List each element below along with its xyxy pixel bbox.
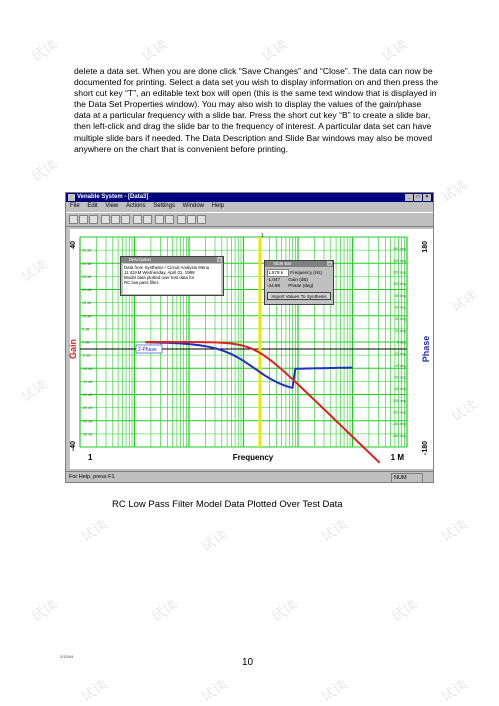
watermark-text: 试读 — [379, 36, 411, 66]
delete-icon[interactable] — [121, 215, 130, 224]
watermark-text: 试读 — [199, 526, 231, 556]
gain-tick-label: 35 dB — [82, 248, 92, 253]
text-icon[interactable] — [187, 215, 196, 224]
phase-max-label: 180 — [422, 241, 429, 253]
watermark-text: 试读 — [319, 516, 351, 546]
slidebar-window[interactable] — [264, 260, 334, 305]
phase-tick-label: -20 deg — [393, 352, 406, 357]
description-line: 11:42AM Wednesday, April 01, 1998 — [124, 270, 195, 275]
import-values-button[interactable]: Import Values To Synthesis — [267, 292, 331, 300]
phase-tick-label: 120 deg — [393, 270, 406, 275]
phase-tick-label: -100 deg — [391, 398, 406, 403]
watermark-text: 试读 — [149, 596, 181, 626]
watermark-text: 试读 — [29, 596, 61, 626]
phase-tick-label: -140 deg — [391, 422, 406, 427]
phase-tick-label: -60 deg — [393, 375, 406, 380]
close-icon[interactable]: × — [423, 194, 431, 201]
watermark-text: 试读 — [19, 256, 51, 286]
freq-axis-label: Frequency — [232, 453, 274, 462]
slidebar-freq-value[interactable]: 1.578 k — [267, 269, 289, 277]
phase-tick-label: -80 deg — [393, 387, 406, 392]
gain-max-label: 40 — [70, 241, 77, 249]
body-paragraph: delete a data set. When you are done click “Save Changes” and “Close”. The data can now be documented for printing. Select a data set you wish to display information on and then press the short cut key “T”, an editable text box will open (this is the same text window that is displayed in the Data Set Properties window). You may also wish to display the values of the gain/phase data at a particular frequency with a slide bar. Press the short cut key “B” to create a slide bar, then left-click and drag the slide bar to the frequency of interest. A particular data set can have multiple slide bars if needed. The Data Description and Slide Bar windows may also be moved anywhere on the chart that is convenient before printing. — [74, 66, 439, 154]
gain-tick-label: -20 dB — [82, 393, 93, 397]
properties-icon[interactable] — [143, 215, 152, 224]
description-title: Description — [129, 257, 151, 262]
watermark-text: 试读 — [199, 676, 231, 706]
gain-tick-label: 0 dB — [82, 340, 90, 345]
phase-ticks — [392, 247, 406, 438]
gain-axis-label: Gain — [68, 338, 78, 360]
chart-icon[interactable] — [133, 215, 142, 224]
slidebar-phase-label: Phase (deg) — [288, 283, 314, 288]
footer-code: 2/13/04 — [60, 654, 74, 659]
gain-tick-label: -25 dB — [82, 406, 93, 411]
app-screenshot — [65, 192, 434, 483]
watermark-text: 试读 — [139, 36, 171, 66]
gain-tick-label: 10 dB — [82, 314, 92, 319]
slidebar-titlebar[interactable] — [265, 261, 333, 267]
database-icon[interactable] — [177, 215, 186, 224]
watermark-text: 试读 — [439, 176, 471, 206]
slidebar-gain-value: -1.047 — [267, 277, 281, 282]
phase-tick-label: 100 deg — [393, 282, 406, 287]
open-icon[interactable] — [79, 215, 88, 224]
slidebar-phase-value: -44.88 — [267, 283, 281, 288]
slidebar-gain-label: Gain (dB) — [288, 277, 308, 282]
watermark-text: 试读 — [79, 516, 111, 546]
gain-tick-label: -35 dB — [82, 432, 93, 437]
menu-file[interactable]: File — [70, 203, 80, 209]
description-line: Model data plotted over test data for — [124, 275, 195, 280]
phase-tick-label: -40 deg — [393, 363, 406, 368]
gain-min-label: -40 — [70, 441, 77, 452]
phase-tick-label: 80 deg — [395, 293, 406, 298]
phase-tick-label: 140 deg — [393, 258, 406, 263]
phase-tick-label: 0 deg — [397, 340, 406, 345]
maximize-icon[interactable]: □ — [414, 194, 422, 201]
watermark-text: 试读 — [439, 676, 471, 706]
watermark-text: 试读 — [319, 676, 351, 706]
gain-tick-label: -5 dB — [82, 353, 91, 358]
watermark-text: 试读 — [389, 596, 421, 626]
gain-tick-label: -15 dB — [82, 379, 93, 384]
save-icon[interactable] — [89, 215, 98, 224]
phase-tick-label: 40 deg — [395, 317, 406, 322]
gain-tick-label: -30 dB — [82, 419, 93, 424]
slide-bar-tag: 1 — [261, 233, 264, 239]
toolbar — [66, 212, 433, 227]
description-window[interactable] — [120, 256, 224, 296]
status-num-indicator: NUM — [391, 473, 423, 483]
menu-bar — [66, 202, 433, 211]
freq-max-label: 1 M — [390, 453, 404, 462]
menu-actions[interactable]: Actions — [125, 203, 146, 209]
print-icon[interactable] — [101, 215, 110, 224]
watermark-text: 试读 — [439, 516, 471, 546]
calc-icon[interactable] — [165, 215, 174, 224]
phase-tick-label: 20 deg — [395, 328, 406, 333]
window-title: Venable System - [Data3] — [77, 194, 149, 200]
zoom-icon[interactable] — [155, 215, 164, 224]
description-line: Data from Synthesis / Circuit Analysis Menu — [124, 265, 210, 270]
watermark-text: 试读 — [269, 596, 301, 626]
status-bar — [66, 471, 433, 483]
tool-icon[interactable] — [197, 215, 206, 224]
gain-tick-label: 5 dB — [82, 327, 90, 332]
gain-tick-label: 30 dB — [82, 261, 92, 266]
close-icon[interactable]: × — [218, 257, 221, 262]
watermark-text: 试读 — [79, 676, 111, 706]
gain-tick-label: 20 dB — [82, 288, 92, 292]
phase-tick-label: -160 deg — [391, 433, 406, 438]
menu-view[interactable]: View — [105, 203, 119, 209]
figure-caption: RC Low Pass Filter Model Data Plotted Over Test Data — [112, 499, 343, 510]
gain-tick-label: 25 dB — [82, 274, 92, 279]
watermark-text: 试读 — [449, 396, 481, 426]
menu-settings[interactable]: Settings — [153, 203, 175, 209]
phase-min-label: -180 — [422, 441, 429, 456]
menu-edit[interactable]: Edit — [87, 203, 98, 209]
slidebar-title: Slide Bar — [273, 261, 292, 266]
watermark-text: 试读 — [29, 36, 61, 66]
new-icon[interactable] — [69, 215, 78, 224]
gain-tick-label: 15 dB — [82, 301, 92, 306]
freq-min-label: 1 — [88, 453, 93, 462]
copy-icon[interactable] — [111, 215, 120, 224]
description-line: RC low pass filter. — [124, 280, 160, 285]
watermark-text: 试读 — [29, 156, 61, 186]
gain-ticks — [82, 249, 93, 437]
menu-window[interactable]: Window — [182, 203, 204, 209]
phase-tick-label: 60 deg — [395, 305, 406, 310]
gain-tick-label: -10 dB — [82, 366, 93, 371]
app-icon — [68, 194, 75, 201]
close-icon[interactable]: × — [328, 261, 331, 266]
window-titlebar — [66, 193, 433, 202]
watermark-text: 试读 — [259, 36, 291, 66]
minimize-icon[interactable]: _ — [405, 194, 413, 201]
description-text[interactable] — [123, 264, 221, 294]
status-help-text: For Help, press F1 — [69, 474, 115, 480]
phase-axis-label: Phase — [421, 335, 431, 363]
phase-tick-label: -120 deg — [391, 410, 406, 415]
description-titlebar[interactable] — [121, 257, 223, 263]
phase-tag: 2-Phase — [138, 347, 157, 353]
bode-plot — [70, 229, 433, 469]
menu-help[interactable]: Help — [211, 203, 225, 209]
slidebar-freq-label: Frequency (Hz) — [290, 270, 322, 275]
page-number: 10 — [242, 657, 254, 668]
phase-tick-label: 160 deg — [393, 247, 406, 252]
watermark-text: 试读 — [449, 286, 481, 316]
watermark-text: 试读 — [19, 376, 51, 406]
